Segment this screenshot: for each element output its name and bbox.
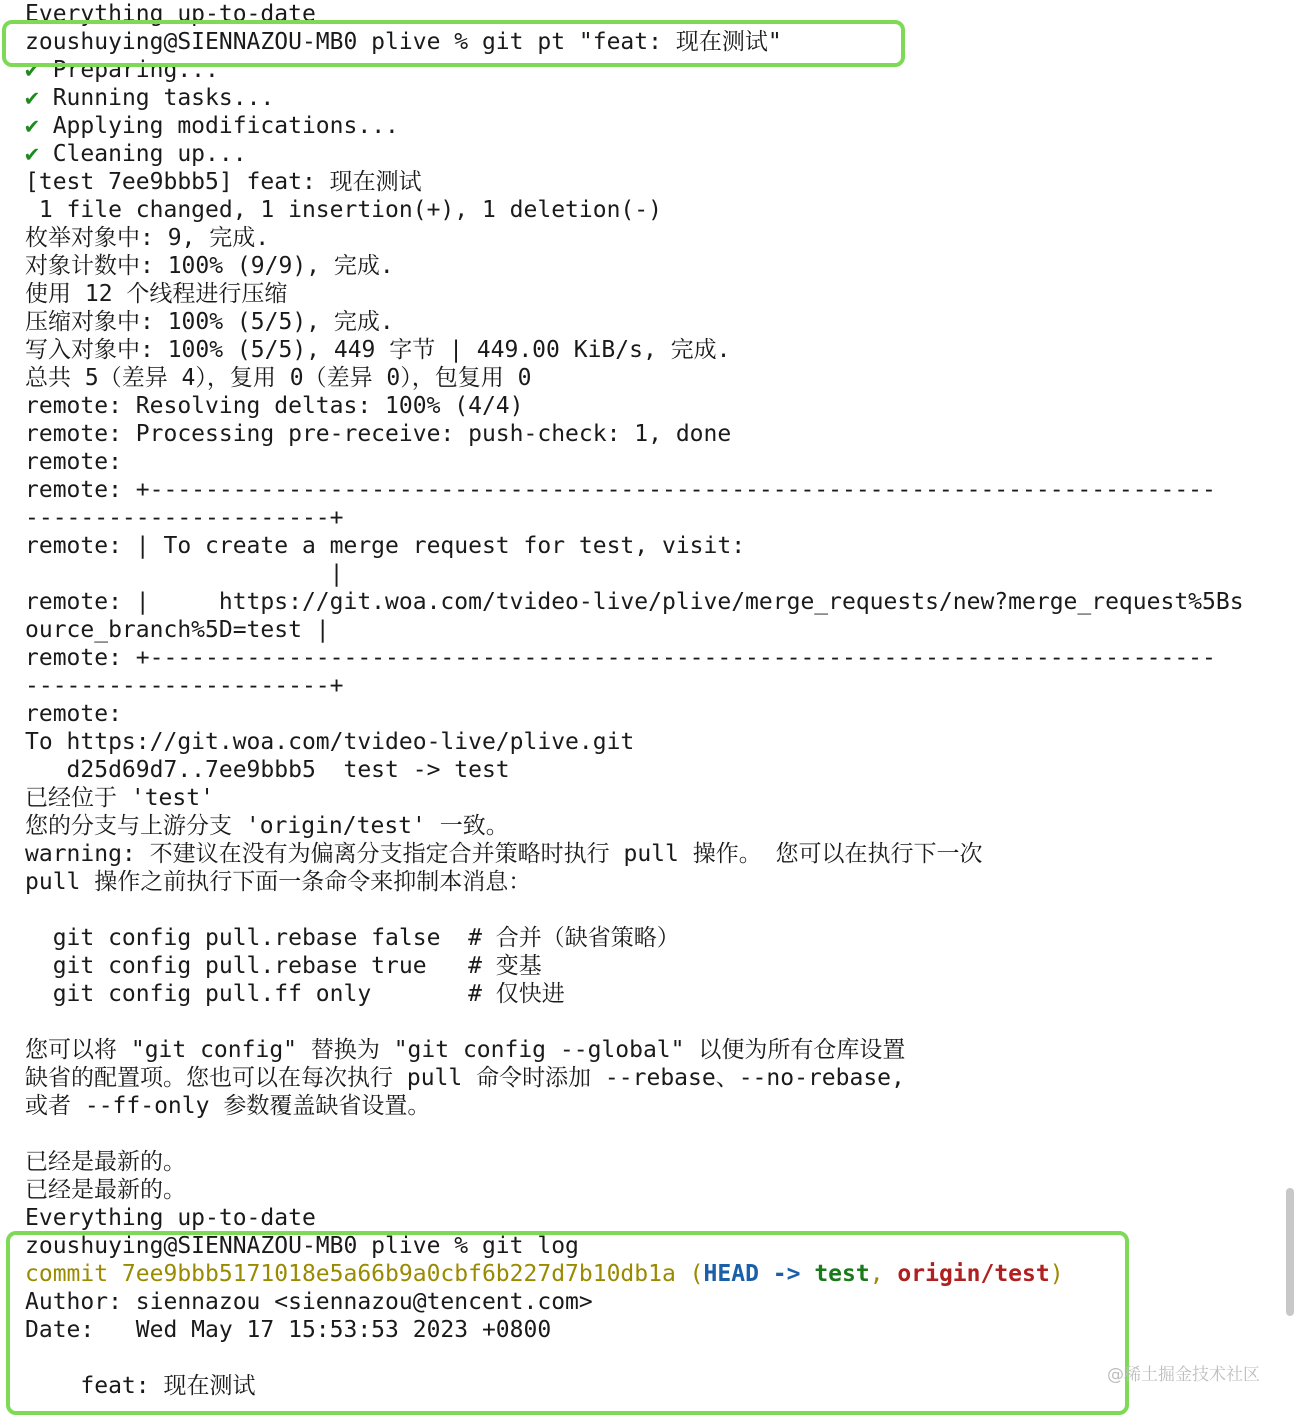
check-icon: ✔ [25,57,53,83]
terminal-line [25,616,1265,644]
terminal-text: Everything up-to-date [25,1,316,27]
terminal-text: git config pull.rebase true # 变基 [25,953,542,979]
terminal-text: Everything up-to-date [25,1205,316,1231]
terminal-line [25,560,1265,588]
terminal-text: To https://git.woa.com/tvideo-live/plive.git [25,729,635,755]
terminal-text: remote: | To create a merge request for test, visit: [25,533,746,559]
terminal-text: ) [1049,1261,1064,1287]
terminal-line [25,1260,1265,1288]
terminal-line [25,532,1265,560]
terminal-text: 缺省的配置项。您也可以在每次执行 pull 命令时添加 --rebase、--no-rebase, [25,1065,905,1091]
terminal-line [25,84,1265,112]
terminal-text: 压缩对象中: 100% (5/5), 完成. [25,309,394,335]
check-icon: ✔ [25,141,53,167]
terminal-text: remote: +----------------------------------------------------------------------------- [25,477,1216,503]
terminal-text: [test 7ee9bbb5] feat: 现在测试 [25,169,422,195]
terminal-line [25,728,1265,756]
terminal-text: git config pull.rebase false # 合并（缺省策略） [25,925,680,951]
terminal-line [25,420,1265,448]
terminal-text: d25d69d7..7ee9bbb5 test -> test [25,757,510,783]
terminal-line [25,448,1265,476]
terminal-text: Date: Wed May 17 15:53:53 2023 +0800 [25,1317,552,1343]
terminal-text: test [814,1261,870,1287]
terminal-line [25,700,1265,728]
terminal-line [25,1120,1265,1148]
terminal-line [25,140,1265,168]
terminal-line [25,868,1265,896]
terminal-line [25,980,1265,1008]
terminal-line [25,924,1265,952]
terminal-line [25,280,1265,308]
terminal-text: ource_branch%5D=test | [25,617,330,643]
terminal-text: HEAD -> [703,1261,815,1287]
terminal-text: git config pull.ff only # 仅快进 [25,981,565,1007]
terminal-text: ----------------------+ [25,505,344,531]
terminal-line [25,504,1265,532]
terminal-text: Author: siennazou <siennazou@tencent.com> [25,1289,593,1315]
scrollbar[interactable] [1286,1188,1294,1316]
terminal-text: zoushuying@SIENNAZOU-MB0 plive % git log [25,1233,579,1259]
terminal-text: origin/test [897,1261,1050,1287]
terminal-line [25,1064,1265,1092]
terminal-text: commit 7ee9bbb5171018e5a66b9a0cbf6b227d7b10db1a [25,1261,690,1287]
terminal-line [25,56,1265,84]
terminal-line [25,756,1265,784]
check-icon: ✔ [25,113,53,139]
terminal-text: 1 file changed, 1 insertion(+), 1 deletion(-) [25,197,662,223]
terminal-text: Preparing... [52,57,219,83]
terminal-line [25,1176,1265,1204]
terminal-text: ( [689,1261,704,1287]
terminal-text: remote: [25,701,122,727]
terminal-line [25,588,1265,616]
terminal-text: 枚举对象中: 9, 完成. [25,225,270,251]
terminal-line [25,28,1265,56]
terminal-line [25,336,1265,364]
terminal-line [25,1204,1265,1232]
terminal-line [25,1092,1265,1120]
terminal-line [25,196,1265,224]
terminal-text: pull 操作之前执行下面一条命令来抑制本消息： [25,869,532,895]
terminal-text: , [869,1261,898,1287]
terminal-text: feat: 现在测试 [25,1373,256,1399]
terminal-line [25,1148,1265,1176]
terminal-text: 写入对象中: 100% (5/5), 449 字节 | 449.00 KiB/s, 完成. [25,337,731,363]
terminal-line [25,168,1265,196]
terminal-text: 对象计数中: 100% (9/9), 完成. [25,253,394,279]
terminal-line [25,252,1265,280]
terminal-line [25,1344,1265,1372]
terminal-text: remote: [25,449,122,475]
check-icon: ✔ [25,85,53,111]
terminal-line [25,896,1265,924]
terminal-line [25,112,1265,140]
terminal-line [25,1008,1265,1036]
terminal-line [25,1036,1265,1064]
terminal-line [25,1288,1265,1316]
terminal-output [25,0,1265,1400]
terminal-text: 已经位于 'test' [25,785,214,811]
terminal-line [25,1316,1265,1344]
terminal-text: warning: 不建议在没有为偏离分支指定合并策略时执行 pull 操作。 您可以在执行下一次 [25,841,983,867]
terminal-line [25,308,1265,336]
terminal-line [25,672,1265,700]
terminal-text: 您可以将 "git config" 替换为 "git config --global" 以便为所有仓库设置 [25,1037,906,1063]
terminal-line [25,392,1265,420]
terminal-line [25,0,1265,28]
terminal-line [25,476,1265,504]
terminal-line [25,224,1265,252]
terminal-text: 已经是最新的。 [25,1149,186,1175]
terminal-line [25,1372,1265,1400]
terminal-line [25,784,1265,812]
terminal-text: Cleaning up... [52,141,247,167]
terminal-text: 您的分支与上游分支 'origin/test' 一致。 [25,813,509,839]
terminal-text: 已经是最新的。 [25,1177,186,1203]
terminal-text: 总共 5（差异 4），复用 0（差异 0），包复用 0 [25,365,532,391]
terminal-text: remote: | https://git.woa.com/tvideo-live/plive/merge_requests/new?merge_request%5Bs [25,589,1244,615]
watermark-text: @稀土掘金技术社区 [1107,1365,1260,1385]
terminal-text: Applying modifications... [52,113,399,139]
terminal-line [25,364,1265,392]
terminal-line [25,1232,1265,1260]
terminal-text: | [25,561,344,587]
terminal-line [25,644,1265,672]
terminal-line [25,952,1265,980]
terminal-line [25,840,1265,868]
terminal-text: 使用 12 个线程进行压缩 [25,281,288,307]
terminal-text: Running tasks... [52,85,275,111]
terminal-text: ----------------------+ [25,673,344,699]
terminal-text: 或者 --ff-only 参数覆盖缺省设置。 [25,1093,431,1119]
terminal-text: zoushuying@SIENNAZOU-MB0 plive % git pt "feat: 现在测试" [25,29,782,55]
terminal-text: remote: +----------------------------------------------------------------------------- [25,645,1216,671]
terminal-text: remote: Processing pre-receive: push-check: 1, done [25,421,732,447]
terminal-line [25,812,1265,840]
terminal-text: remote: Resolving deltas: 100% (4/4) [25,393,524,419]
